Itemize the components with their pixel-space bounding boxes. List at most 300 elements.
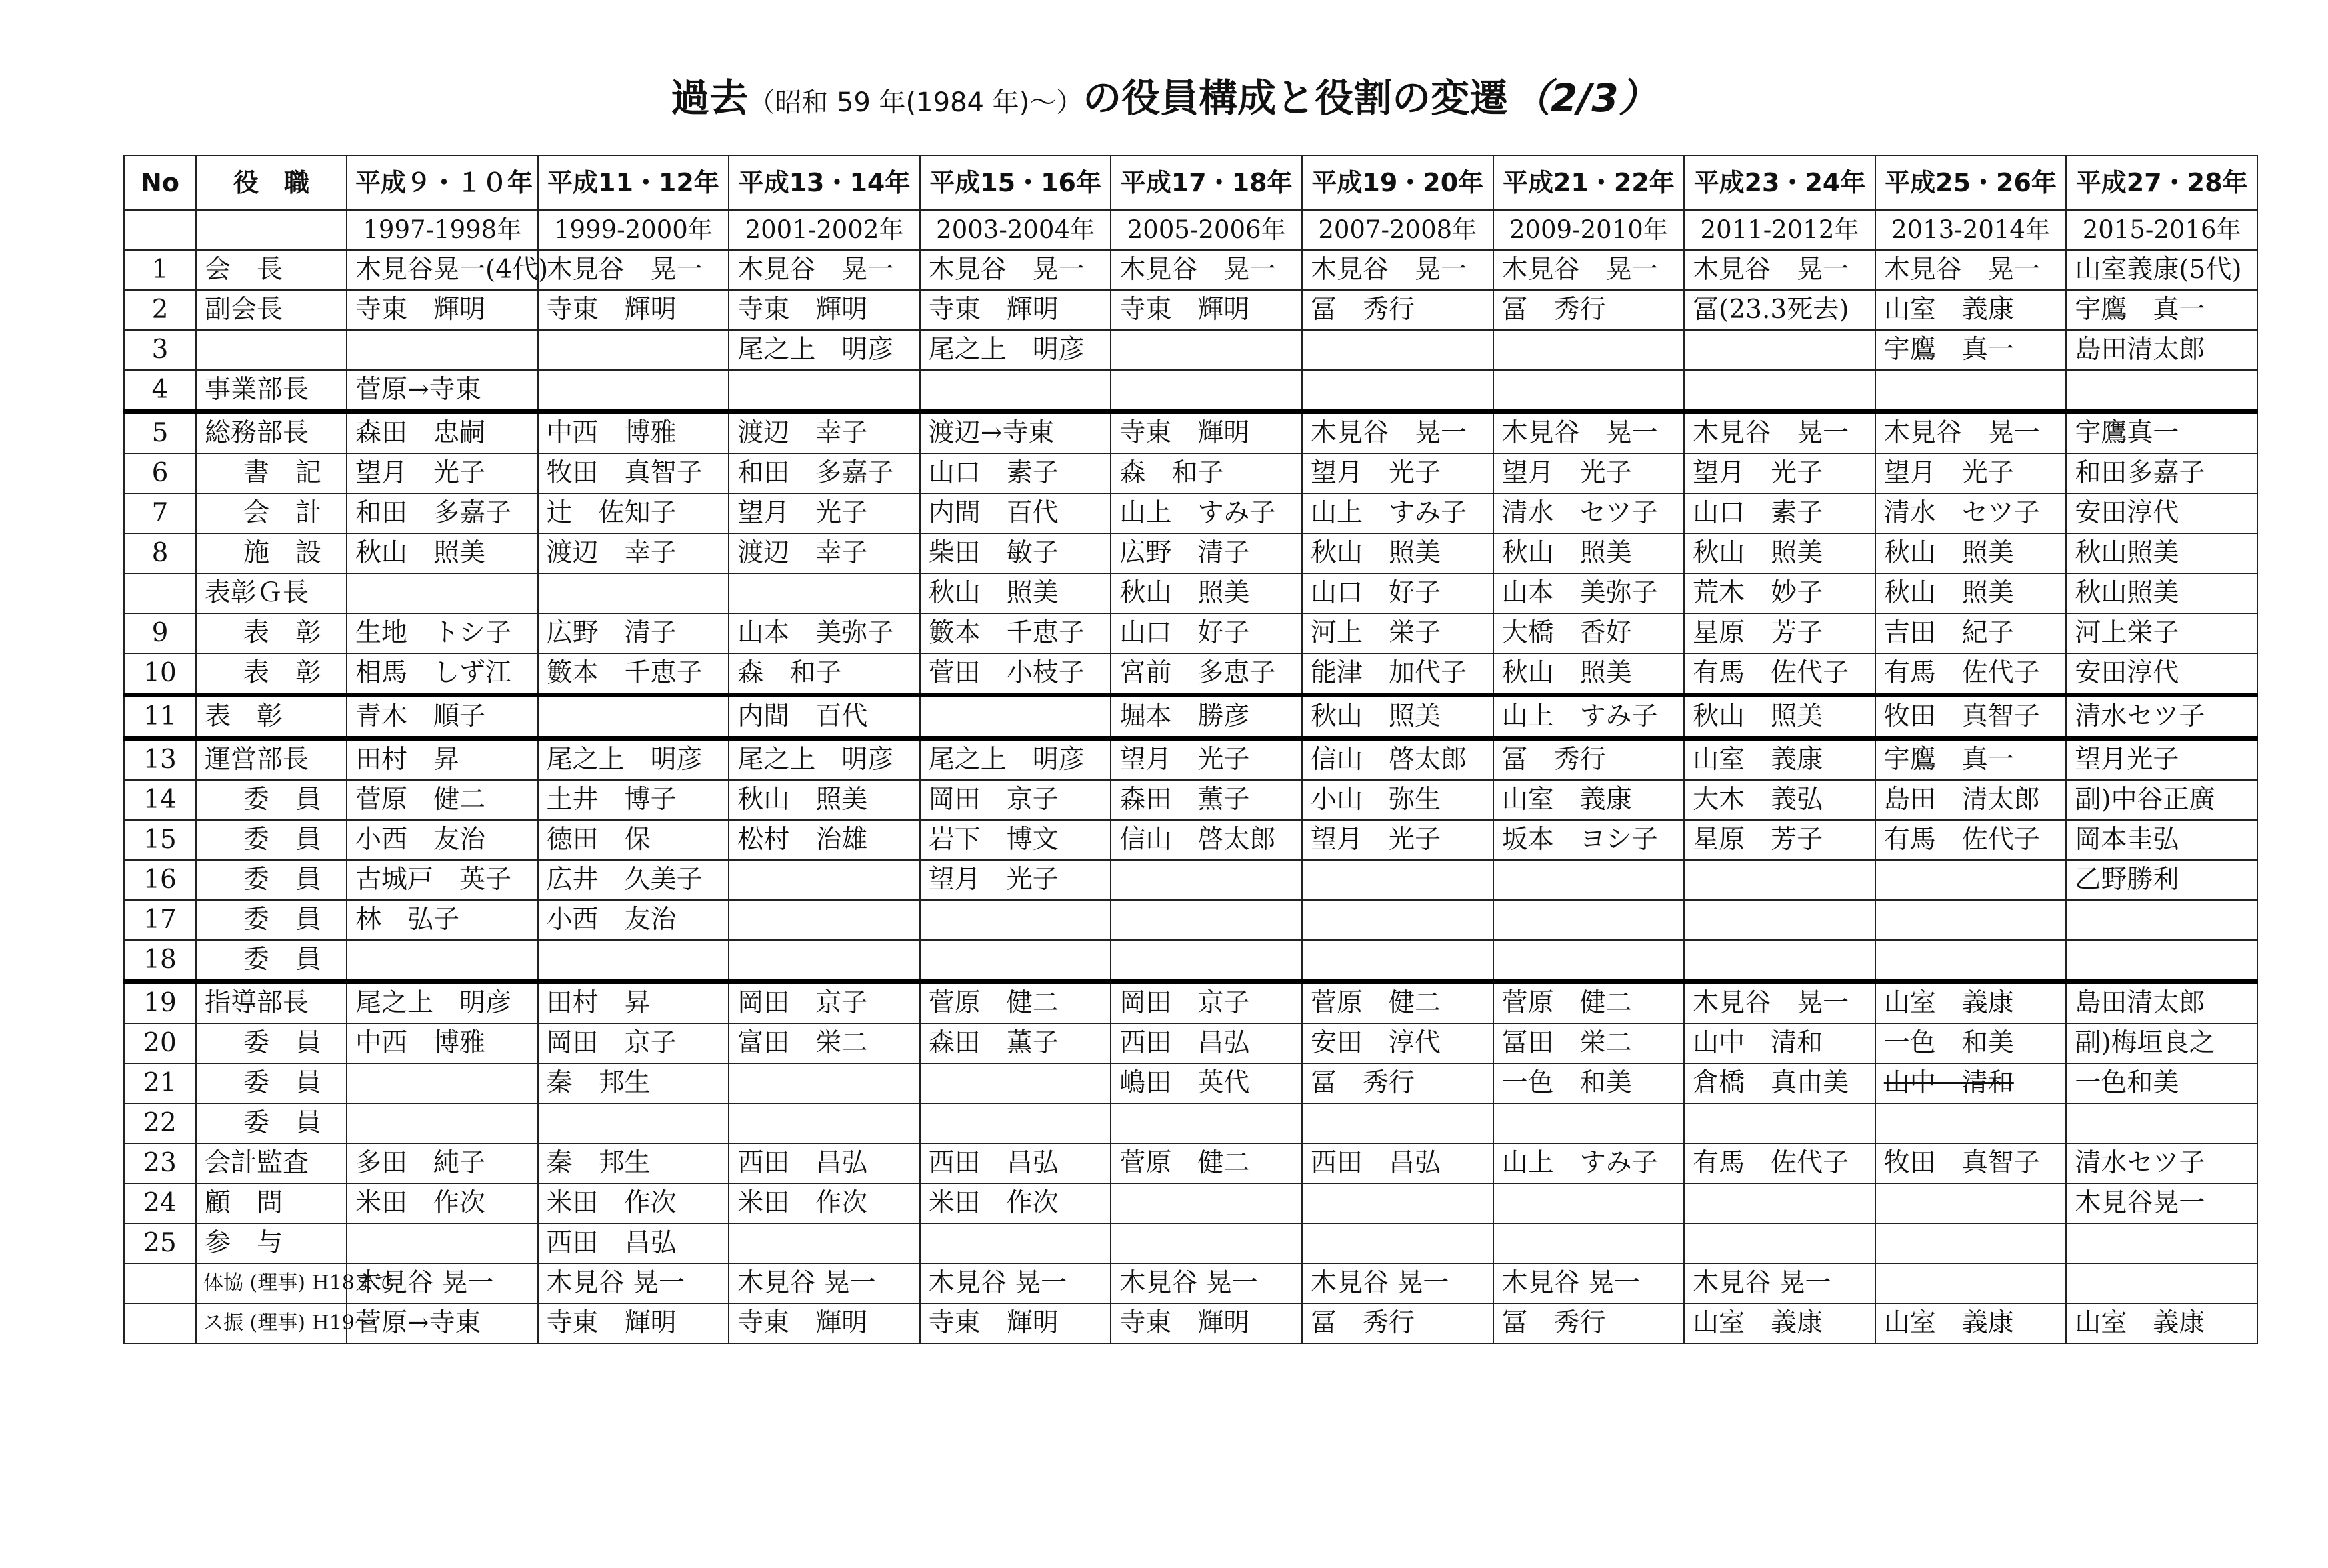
member-cell bbox=[1111, 370, 1302, 412]
member-cell bbox=[920, 1223, 1111, 1263]
row-role: 参 与 bbox=[196, 1223, 347, 1263]
member-cell: 寺東 輝明 bbox=[920, 1303, 1111, 1343]
row-role: 委 員 bbox=[196, 1063, 347, 1103]
member-cell bbox=[1684, 370, 1875, 412]
member-cell: 冨 秀行 bbox=[1493, 739, 1685, 781]
member-cell: 秋山 照美 bbox=[1302, 533, 1493, 573]
member-cell: 広野 清子 bbox=[1111, 533, 1302, 573]
member-cell: 小西 友治 bbox=[347, 820, 538, 860]
member-cell: 坂本 ヨシ子 bbox=[1493, 820, 1685, 860]
member-cell bbox=[1302, 1223, 1493, 1263]
member-cell: 河上 栄子 bbox=[1302, 613, 1493, 653]
header-period: 平成17・18年 bbox=[1111, 155, 1302, 210]
member-cell: 米田 作次 bbox=[920, 1183, 1111, 1223]
member-cell bbox=[920, 1103, 1111, 1143]
member-cell: 能津 加代子 bbox=[1302, 653, 1493, 695]
row-role: 施 設 bbox=[196, 533, 347, 573]
row-role: 委 員 bbox=[196, 940, 347, 982]
row-role: 運営部長 bbox=[196, 739, 347, 781]
row-role: 事業部長 bbox=[196, 370, 347, 412]
row-number: 17 bbox=[124, 900, 196, 940]
table-row bbox=[124, 900, 2257, 940]
member-cell: 清水 セツ子 bbox=[1493, 493, 1685, 533]
member-cell: 一色 和美 bbox=[1493, 1063, 1685, 1103]
member-cell: 松村 治雄 bbox=[729, 820, 920, 860]
member-cell bbox=[347, 1063, 538, 1103]
member-cell: 土井 博子 bbox=[538, 780, 729, 820]
row-number: 21 bbox=[124, 1063, 196, 1103]
member-cell: 寺東 輝明 bbox=[729, 1303, 920, 1343]
member-cell: 望月 光子 bbox=[1875, 453, 2067, 493]
member-cell: 山上 すみ子 bbox=[1493, 695, 1685, 739]
member-cell bbox=[538, 940, 729, 982]
member-cell: 嶋田 英代 bbox=[1111, 1063, 1302, 1103]
member-cell: 宇鷹 真一 bbox=[1875, 330, 2067, 370]
member-cell: 清水セツ子 bbox=[2066, 695, 2257, 739]
table-row bbox=[124, 1143, 2257, 1183]
row-role: 副会長 bbox=[196, 290, 347, 330]
row-role: ス振 (理事) H19～ bbox=[196, 1303, 347, 1343]
member-cell: 岩下 博文 bbox=[920, 820, 1111, 860]
member-cell: 望月 光子 bbox=[1302, 820, 1493, 860]
table-row bbox=[124, 290, 2257, 330]
header-period: 平成21・22年 bbox=[1493, 155, 1685, 210]
member-cell: 内間 百代 bbox=[920, 493, 1111, 533]
member-cell: 木見谷 晃一 bbox=[1684, 412, 1875, 454]
row-role: 表 彰 bbox=[196, 695, 347, 739]
member-cell: 木見谷 晃一 bbox=[1111, 1263, 1302, 1303]
table-row bbox=[124, 370, 2257, 412]
member-cell: 相馬 しず江 bbox=[347, 653, 538, 695]
member-cell: 寺東 輝明 bbox=[1111, 412, 1302, 454]
member-cell: 山上 すみ子 bbox=[1111, 493, 1302, 533]
member-cell: 島田 清太郎 bbox=[1875, 780, 2067, 820]
member-cell: 冨 秀行 bbox=[1302, 1303, 1493, 1343]
member-cell: 田村 昇 bbox=[347, 739, 538, 781]
member-cell bbox=[1493, 330, 1685, 370]
member-cell: 菅原→寺東 bbox=[347, 1303, 538, 1343]
member-cell bbox=[1302, 1103, 1493, 1143]
member-cell: 和田 多嘉子 bbox=[347, 493, 538, 533]
row-number: 16 bbox=[124, 860, 196, 900]
member-cell bbox=[1875, 1183, 2067, 1223]
table-row bbox=[124, 982, 2257, 1024]
row-number bbox=[124, 1303, 196, 1343]
member-cell: 木見谷 晃一 bbox=[1302, 412, 1493, 454]
header-year: 2013-2014年 bbox=[1875, 210, 2067, 250]
row-number: 1 bbox=[124, 250, 196, 290]
member-cell: 米田 作次 bbox=[347, 1183, 538, 1223]
title-main-b: の役員構成と役割の変遷 bbox=[1083, 75, 1509, 121]
row-number: 9 bbox=[124, 613, 196, 653]
member-cell bbox=[729, 940, 920, 982]
header-year: 2009-2010年 bbox=[1493, 210, 1685, 250]
member-cell: 菅田 小枝子 bbox=[920, 653, 1111, 695]
member-cell bbox=[729, 370, 920, 412]
member-cell bbox=[1302, 940, 1493, 982]
row-role: 表彰Ｇ長 bbox=[196, 573, 347, 613]
member-cell: 和田 多嘉子 bbox=[729, 453, 920, 493]
row-role: 表 彰 bbox=[196, 653, 347, 695]
member-cell: 古城戸 英子 bbox=[347, 860, 538, 900]
member-cell: 望月 光子 bbox=[1684, 453, 1875, 493]
row-role: 委 員 bbox=[196, 780, 347, 820]
member-cell: 寺東 輝明 bbox=[347, 290, 538, 330]
table-row bbox=[124, 1303, 2257, 1343]
table-row bbox=[124, 250, 2257, 290]
row-number: 11 bbox=[124, 695, 196, 739]
member-cell: 木見谷 晃一 bbox=[347, 1263, 538, 1303]
member-cell bbox=[1875, 370, 2067, 412]
header-period: 平成11・12年 bbox=[538, 155, 729, 210]
member-cell bbox=[2066, 1263, 2257, 1303]
member-cell: 富田 栄二 bbox=[729, 1023, 920, 1063]
table-row bbox=[124, 860, 2257, 900]
member-cell: 寺東 輝明 bbox=[1111, 1303, 1302, 1343]
member-cell: 木見谷 晃一 bbox=[1493, 412, 1685, 454]
member-cell: 秋山 照美 bbox=[1111, 573, 1302, 613]
member-cell: 菅原→寺東 bbox=[347, 370, 538, 412]
member-cell: 岡本圭弘 bbox=[2066, 820, 2257, 860]
member-cell: 冨 秀行 bbox=[1493, 1303, 1685, 1343]
member-cell bbox=[729, 1063, 920, 1103]
member-cell: 宇鷹 真一 bbox=[2066, 290, 2257, 330]
member-cell: 木見谷 晃一 bbox=[1302, 1263, 1493, 1303]
row-number: 7 bbox=[124, 493, 196, 533]
header-year: 2011-2012年 bbox=[1684, 210, 1875, 250]
member-cell: 寺東 輝明 bbox=[538, 1303, 729, 1343]
member-cell bbox=[1111, 1223, 1302, 1263]
member-cell: 木見谷 晃一 bbox=[729, 1263, 920, 1303]
member-cell: 寺東 輝明 bbox=[538, 290, 729, 330]
member-cell: 望月 光子 bbox=[1493, 453, 1685, 493]
table-row bbox=[124, 1063, 2257, 1103]
member-cell bbox=[1111, 900, 1302, 940]
row-number: 19 bbox=[124, 982, 196, 1024]
member-cell: 山室義康(5代) bbox=[2066, 250, 2257, 290]
member-cell: 山本 美弥子 bbox=[729, 613, 920, 653]
member-cell: 木見谷 晃一 bbox=[1875, 250, 2067, 290]
member-cell: 有馬 佐代子 bbox=[1684, 653, 1875, 695]
member-cell bbox=[1493, 1223, 1685, 1263]
header-year: 1999-2000年 bbox=[538, 210, 729, 250]
member-cell: 辻 佐知子 bbox=[538, 493, 729, 533]
member-cell: 大橋 香好 bbox=[1493, 613, 1685, 653]
member-cell: 山中 清和 bbox=[1684, 1023, 1875, 1063]
member-cell: 木見谷晃一(4代) bbox=[347, 250, 538, 290]
row-number: 4 bbox=[124, 370, 196, 412]
member-cell: 生地 トシ子 bbox=[347, 613, 538, 653]
title-main-a: 過去 bbox=[671, 75, 749, 121]
member-cell: 秋山 照美 bbox=[1493, 653, 1685, 695]
member-cell: 木見谷 晃一 bbox=[729, 250, 920, 290]
member-cell bbox=[1302, 1183, 1493, 1223]
roster-body bbox=[124, 155, 2257, 1343]
officer-roster-table bbox=[123, 155, 2258, 1344]
row-role: 会計監査 bbox=[196, 1143, 347, 1183]
member-cell: 秦 邦生 bbox=[538, 1143, 729, 1183]
member-cell: 木見谷 晃一 bbox=[1111, 250, 1302, 290]
member-cell bbox=[1684, 1223, 1875, 1263]
row-number: 22 bbox=[124, 1103, 196, 1143]
member-cell: 秋山照美 bbox=[2066, 533, 2257, 573]
member-cell: 望月光子 bbox=[2066, 739, 2257, 781]
member-cell: 秋山 照美 bbox=[1684, 695, 1875, 739]
member-cell: 岡田 京子 bbox=[920, 780, 1111, 820]
member-cell bbox=[2066, 1223, 2257, 1263]
member-cell: 菅原 健二 bbox=[1111, 1143, 1302, 1183]
member-cell: 秋山 照美 bbox=[1493, 533, 1685, 573]
table-row bbox=[124, 453, 2257, 493]
member-cell bbox=[1493, 940, 1685, 982]
member-cell: 木見谷 晃一 bbox=[1302, 250, 1493, 290]
member-cell: 秋山 照美 bbox=[729, 780, 920, 820]
member-cell: 西田 昌弘 bbox=[1111, 1023, 1302, 1063]
member-cell: 尾之上 明彦 bbox=[920, 330, 1111, 370]
member-cell bbox=[1684, 900, 1875, 940]
table-row bbox=[124, 653, 2257, 695]
member-cell: 冨(23.3死去) bbox=[1684, 290, 1875, 330]
member-cell bbox=[1875, 900, 2067, 940]
table-row bbox=[124, 573, 2257, 613]
member-cell: 宇鷹 真一 bbox=[1875, 739, 2067, 781]
member-cell: 徳田 保 bbox=[538, 820, 729, 860]
member-cell: 木見谷 晃一 bbox=[1493, 250, 1685, 290]
member-cell: 安田淳代 bbox=[2066, 653, 2257, 695]
member-cell: 渡辺 幸子 bbox=[538, 533, 729, 573]
member-cell: 山室 義康 bbox=[1684, 739, 1875, 781]
member-cell: 山口 素子 bbox=[920, 453, 1111, 493]
member-cell bbox=[729, 900, 920, 940]
member-cell bbox=[1875, 860, 2067, 900]
table-row bbox=[124, 1023, 2257, 1063]
header-row-years bbox=[124, 210, 2257, 250]
member-cell: 冨 秀行 bbox=[1302, 1063, 1493, 1103]
member-cell: 木見谷 晃一 bbox=[1684, 982, 1875, 1024]
member-cell: 吉田 紀子 bbox=[1875, 613, 2067, 653]
member-cell bbox=[1875, 940, 2067, 982]
member-cell: 一色 和美 bbox=[1875, 1023, 2067, 1063]
member-cell: 木見谷 晃一 bbox=[538, 250, 729, 290]
member-cell bbox=[347, 573, 538, 613]
table-row bbox=[124, 695, 2257, 739]
member-cell bbox=[347, 940, 538, 982]
row-number: 25 bbox=[124, 1223, 196, 1263]
header-period: 平成13・14年 bbox=[729, 155, 920, 210]
member-cell bbox=[2066, 900, 2257, 940]
member-cell: 副)梅垣良之 bbox=[2066, 1023, 2257, 1063]
title-page-indicator: （2/3） bbox=[1511, 75, 1657, 121]
row-role: 表 彰 bbox=[196, 613, 347, 653]
member-cell: 望月 光子 bbox=[1302, 453, 1493, 493]
row-role: 体協 (理事) H18まで bbox=[196, 1263, 347, 1303]
member-cell: 山上 すみ子 bbox=[1302, 493, 1493, 533]
member-cell: 木見谷 晃一 bbox=[920, 1263, 1111, 1303]
header-period: 平成15・16年 bbox=[920, 155, 1111, 210]
member-cell: 尾之上 明彦 bbox=[920, 739, 1111, 781]
member-cell: 田村 昇 bbox=[538, 982, 729, 1024]
member-cell: 寺東 輝明 bbox=[920, 290, 1111, 330]
member-cell: 森田 忠嗣 bbox=[347, 412, 538, 454]
header-role-blank bbox=[196, 210, 347, 250]
member-cell bbox=[920, 695, 1111, 739]
member-cell bbox=[1493, 1103, 1685, 1143]
member-cell bbox=[2066, 370, 2257, 412]
member-cell bbox=[1302, 370, 1493, 412]
member-cell: 望月 光子 bbox=[347, 453, 538, 493]
member-cell: 山室 義康 bbox=[1875, 290, 2067, 330]
member-cell: 副)中谷正廣 bbox=[2066, 780, 2257, 820]
table-row bbox=[124, 533, 2257, 573]
table-row bbox=[124, 330, 2257, 370]
member-cell: 木見谷 晃一 bbox=[1493, 1263, 1685, 1303]
member-cell: 星原 芳子 bbox=[1684, 613, 1875, 653]
member-cell: 広野 清子 bbox=[538, 613, 729, 653]
row-number: 18 bbox=[124, 940, 196, 982]
member-cell bbox=[920, 370, 1111, 412]
member-cell: 山室 義康 bbox=[1493, 780, 1685, 820]
member-cell: 内間 百代 bbox=[729, 695, 920, 739]
member-cell: 菅原 健二 bbox=[1302, 982, 1493, 1024]
member-cell bbox=[538, 1103, 729, 1143]
row-number: 5 bbox=[124, 412, 196, 454]
table-row bbox=[124, 412, 2257, 454]
header-row-periods bbox=[124, 155, 2257, 210]
member-cell: 冨田 栄二 bbox=[1493, 1023, 1685, 1063]
member-cell: 安田淳代 bbox=[2066, 493, 2257, 533]
row-number: 15 bbox=[124, 820, 196, 860]
member-cell: 森 和子 bbox=[1111, 453, 1302, 493]
member-cell bbox=[729, 1223, 920, 1263]
member-cell: 木見谷 晃一 bbox=[1684, 250, 1875, 290]
row-number: 20 bbox=[124, 1023, 196, 1063]
member-cell: 多田 純子 bbox=[347, 1143, 538, 1183]
row-role: 指導部長 bbox=[196, 982, 347, 1024]
table-row bbox=[124, 1263, 2257, 1303]
member-cell: 清水 セツ子 bbox=[1875, 493, 2067, 533]
member-cell: 秦 邦生 bbox=[538, 1063, 729, 1103]
member-cell: 木見谷 晃一 bbox=[1875, 412, 2067, 454]
table-row bbox=[124, 780, 2257, 820]
header-period: 平成25・26年 bbox=[1875, 155, 2067, 210]
member-cell bbox=[347, 1223, 538, 1263]
member-cell: 星原 芳子 bbox=[1684, 820, 1875, 860]
member-cell: 秋山 照美 bbox=[1684, 533, 1875, 573]
member-cell: 米田 作次 bbox=[538, 1183, 729, 1223]
member-cell: 秋山 照美 bbox=[1875, 573, 2067, 613]
table-row bbox=[124, 1183, 2257, 1223]
row-number: 3 bbox=[124, 330, 196, 370]
row-role: 会 長 bbox=[196, 250, 347, 290]
member-cell: 広井 久美子 bbox=[538, 860, 729, 900]
member-cell: 籔本 千恵子 bbox=[538, 653, 729, 695]
header-year: 1997-1998年 bbox=[347, 210, 538, 250]
member-cell: 小山 弥生 bbox=[1302, 780, 1493, 820]
member-cell: 森田 薫子 bbox=[920, 1023, 1111, 1063]
member-cell: 望月 光子 bbox=[729, 493, 920, 533]
table-row bbox=[124, 1223, 2257, 1263]
member-cell bbox=[729, 860, 920, 900]
member-cell: 堀本 勝彦 bbox=[1111, 695, 1302, 739]
member-cell: 中西 博雅 bbox=[538, 412, 729, 454]
member-cell bbox=[1111, 1103, 1302, 1143]
member-cell bbox=[2066, 940, 2257, 982]
member-cell: 冨 秀行 bbox=[1493, 290, 1685, 330]
title-subtitle: （昭和 59 年(1984 年)～） bbox=[748, 87, 1083, 118]
member-cell bbox=[1302, 860, 1493, 900]
member-cell: 西田 昌弘 bbox=[729, 1143, 920, 1183]
member-cell: 荒木 妙子 bbox=[1684, 573, 1875, 613]
member-cell: 尾之上 明彦 bbox=[729, 739, 920, 781]
member-cell bbox=[1302, 330, 1493, 370]
member-cell: 山室 義康 bbox=[2066, 1303, 2257, 1343]
member-cell bbox=[538, 330, 729, 370]
member-cell bbox=[1493, 900, 1685, 940]
member-cell: 中西 博雅 bbox=[347, 1023, 538, 1063]
member-cell: 島田清太郎 bbox=[2066, 330, 2257, 370]
row-role: 顧 問 bbox=[196, 1183, 347, 1223]
member-cell bbox=[1684, 1103, 1875, 1143]
member-cell bbox=[1875, 1223, 2067, 1263]
member-cell: 山室 義康 bbox=[1875, 1303, 2067, 1343]
member-cell bbox=[1684, 1183, 1875, 1223]
member-cell: 渡辺 幸子 bbox=[729, 412, 920, 454]
member-cell bbox=[1111, 860, 1302, 900]
member-cell bbox=[1875, 1103, 2067, 1143]
row-number: 24 bbox=[124, 1183, 196, 1223]
member-cell bbox=[538, 573, 729, 613]
member-cell: 牧田 真智子 bbox=[1875, 1143, 2067, 1183]
member-cell: 籔本 千恵子 bbox=[920, 613, 1111, 653]
row-role: 委 員 bbox=[196, 820, 347, 860]
header-year: 2007-2008年 bbox=[1302, 210, 1493, 250]
member-cell: 牧田 真智子 bbox=[538, 453, 729, 493]
member-cell bbox=[347, 1103, 538, 1143]
member-cell bbox=[920, 1063, 1111, 1103]
member-cell: 米田 作次 bbox=[729, 1183, 920, 1223]
member-cell: 望月 光子 bbox=[1111, 739, 1302, 781]
member-cell: 小西 友治 bbox=[538, 900, 729, 940]
row-number: 8 bbox=[124, 533, 196, 573]
member-cell bbox=[1684, 940, 1875, 982]
row-role: 総務部長 bbox=[196, 412, 347, 454]
member-cell: 秋山 照美 bbox=[347, 533, 538, 573]
member-cell: 河上栄子 bbox=[2066, 613, 2257, 653]
member-cell: 岡田 京子 bbox=[538, 1023, 729, 1063]
member-cell: 信山 啓太郎 bbox=[1302, 739, 1493, 781]
table-row bbox=[124, 940, 2257, 982]
member-cell: 木見谷 晃一 bbox=[538, 1263, 729, 1303]
table-row bbox=[124, 613, 2257, 653]
member-cell: 宇鷹真一 bbox=[2066, 412, 2257, 454]
header-period: 平成27・28年 bbox=[2066, 155, 2257, 210]
member-cell: 寺東 輝明 bbox=[1111, 290, 1302, 330]
row-role: 会 計 bbox=[196, 493, 347, 533]
member-cell: 森田 薫子 bbox=[1111, 780, 1302, 820]
member-cell: 森 和子 bbox=[729, 653, 920, 695]
row-role bbox=[196, 330, 347, 370]
member-cell: 秋山照美 bbox=[2066, 573, 2257, 613]
row-number: 23 bbox=[124, 1143, 196, 1183]
row-role: 書 記 bbox=[196, 453, 347, 493]
member-cell: 倉橋 真由美 bbox=[1684, 1063, 1875, 1103]
member-cell: 寺東 輝明 bbox=[729, 290, 920, 330]
member-cell: 木見谷 晃一 bbox=[1684, 1263, 1875, 1303]
member-cell bbox=[920, 940, 1111, 982]
member-cell: 岡田 京子 bbox=[1111, 982, 1302, 1024]
member-cell: 宮前 多恵子 bbox=[1111, 653, 1302, 695]
member-cell: 柴田 敏子 bbox=[920, 533, 1111, 573]
